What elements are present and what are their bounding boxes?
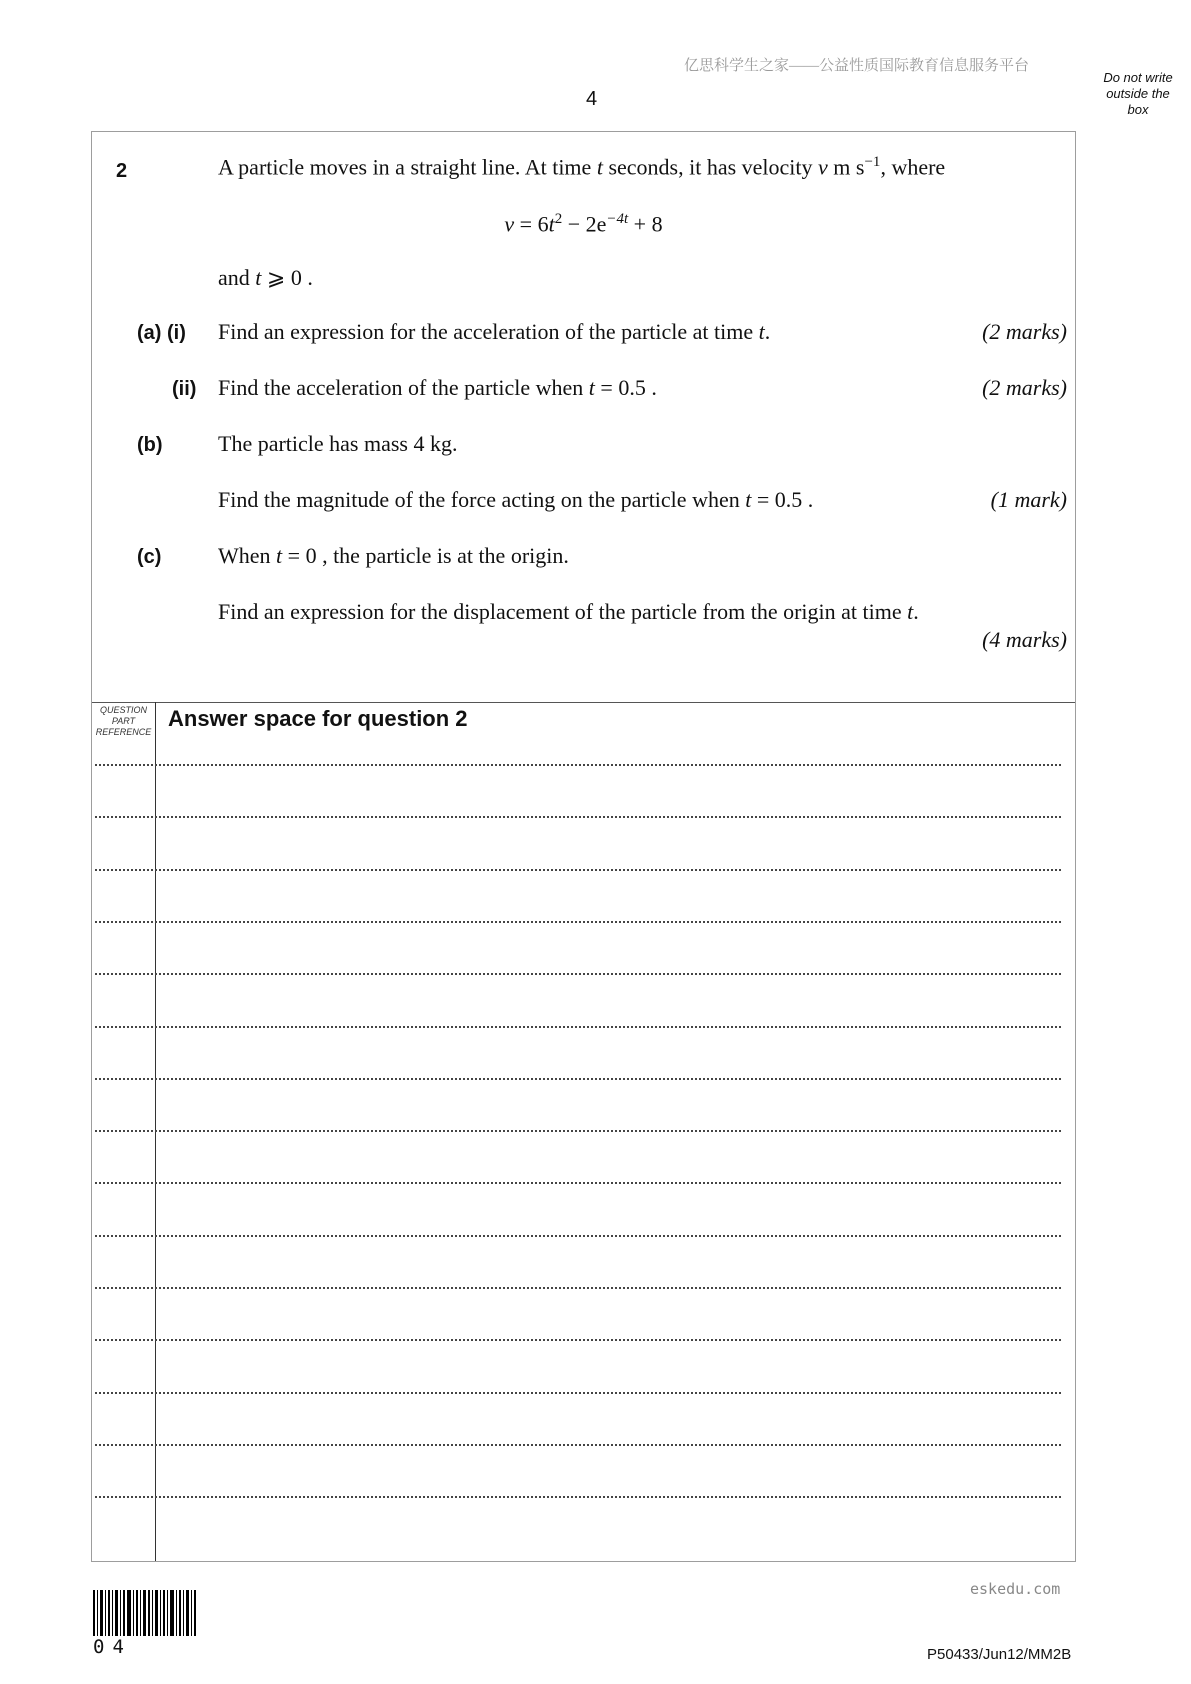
answer-line[interactable] bbox=[95, 1444, 1061, 1446]
velocity-equation: $v = 6t^2 - 2e^{-4t} + 8$ bbox=[504, 211, 663, 237]
answer-line[interactable] bbox=[95, 1392, 1061, 1394]
answer-line[interactable] bbox=[95, 1130, 1061, 1132]
part-label-a-i: (a) (i) bbox=[137, 322, 186, 344]
marks-a-ii: (2 marks) bbox=[982, 375, 1067, 400]
marks-a-i: (2 marks) bbox=[982, 319, 1067, 344]
part-b-question: Find the magnitude of the force acting on the particle when t = 0.5 . bbox=[218, 487, 814, 512]
question-block bbox=[92, 132, 1075, 702]
page-number: 4 bbox=[586, 88, 598, 110]
answer-line[interactable] bbox=[95, 1287, 1061, 1289]
answer-line[interactable] bbox=[95, 1339, 1061, 1341]
watermark-text: 亿思科学生之家——公益性质国际教育信息服务平台 bbox=[684, 58, 1030, 74]
margin-note-line: box bbox=[1127, 102, 1149, 117]
part-label-c: (c) bbox=[137, 546, 162, 568]
time-condition: and t ⩾ 0 . bbox=[218, 265, 313, 290]
marks-c: (4 marks) bbox=[982, 627, 1067, 652]
answer-line[interactable] bbox=[95, 764, 1061, 766]
part-a-i-text: Find an expression for the acceleration of the particle at time t. bbox=[218, 319, 771, 344]
answer-line[interactable] bbox=[95, 973, 1061, 975]
question-number: 2 bbox=[116, 160, 128, 182]
question-intro: A particle moves in a straight line. At time t seconds, it has velocity v m $s^{-1}$, where bbox=[218, 154, 946, 180]
barcode-icon bbox=[93, 1590, 197, 1636]
margin-note-line: Do not write bbox=[1103, 70, 1173, 85]
part-a-ii-text: Find the acceleration of the particle when t = 0.5 . bbox=[218, 375, 657, 400]
margin-note-line: outside the bbox=[1106, 86, 1170, 101]
footer-url: eskedu.com bbox=[970, 1580, 1061, 1598]
part-b-text: The particle has mass 4 kg. bbox=[218, 431, 458, 456]
part-c-text: When t = 0 , the particle is at the origin. bbox=[218, 543, 569, 568]
part-label-b: (b) bbox=[137, 434, 163, 456]
paper-reference: P50433/Jun12/MM2B bbox=[927, 1646, 1072, 1663]
answer-line[interactable] bbox=[95, 1496, 1061, 1498]
answer-line[interactable] bbox=[95, 816, 1061, 818]
answer-line[interactable] bbox=[95, 1078, 1061, 1080]
answer-line[interactable] bbox=[95, 1182, 1061, 1184]
marks-b: (1 mark) bbox=[990, 487, 1067, 512]
question-frame bbox=[91, 131, 1076, 1562]
answer-line[interactable] bbox=[95, 1235, 1061, 1237]
answer-line[interactable] bbox=[95, 869, 1061, 871]
answer-space-title: Answer space for question 2 bbox=[168, 706, 468, 731]
page-code: 04 bbox=[93, 1636, 132, 1658]
part-c-question: Find an expression for the displacement of the particle from the origin at time t. bbox=[218, 599, 919, 624]
answer-divider bbox=[92, 702, 1075, 703]
answer-line[interactable] bbox=[95, 921, 1061, 923]
margin-note bbox=[1090, 70, 1186, 118]
answer-line[interactable] bbox=[95, 1026, 1061, 1028]
question-part-reference-label: QUESTION PART REFERENCE bbox=[95, 705, 152, 737]
part-label-a-ii: (ii) bbox=[172, 378, 197, 400]
